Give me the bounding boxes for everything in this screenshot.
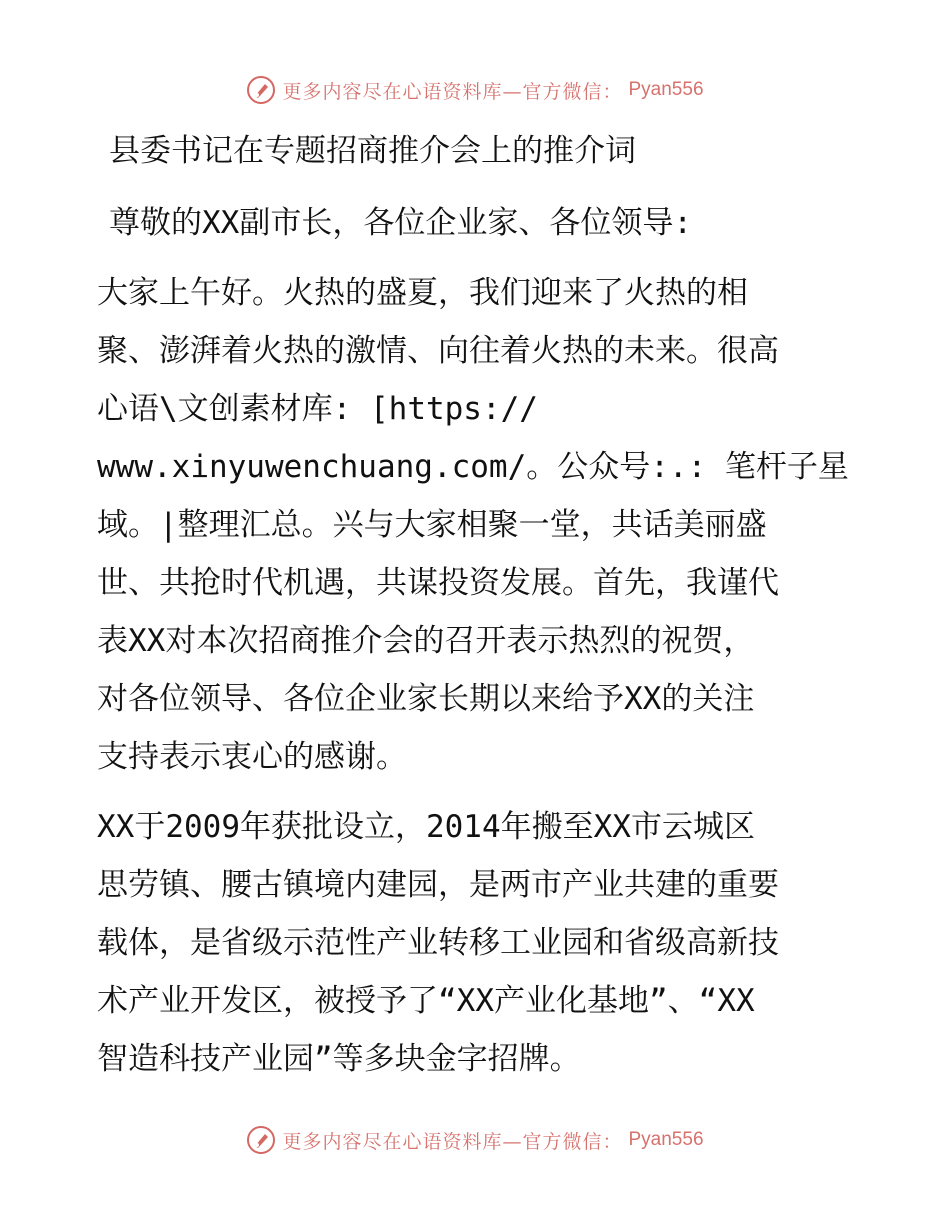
pen-nib-logo-icon bbox=[246, 1125, 276, 1155]
header-watermark bbox=[0, 70, 950, 110]
pen-nib-logo-icon bbox=[246, 75, 276, 105]
paragraph-line: XX于2009年获批设立，2014年搬至XX市云城区 bbox=[97, 809, 755, 845]
watermark-wechat-id: Pyan556 bbox=[628, 79, 704, 100]
paragraph-1 bbox=[97, 264, 867, 786]
paragraph-line: 表XX对本次招商推介会的召开表示热烈的祝贺， bbox=[97, 623, 755, 659]
paragraph-line: 世、共抢时代机遇，共谋投资发展。首先，我谨代 bbox=[97, 565, 779, 601]
paragraph-line: 智造科技产业园”等多块金字招牌。 bbox=[97, 1041, 581, 1077]
paragraph-2 bbox=[97, 798, 867, 1088]
paragraph-line: 聚、澎湃着火热的激情、向往着火热的未来。很高 bbox=[97, 333, 779, 369]
paragraph-line: 支持表示衷心的感谢。 bbox=[97, 739, 407, 775]
paragraph-line: 域。|整理汇总。兴与大家相聚一堂，共话美丽盛 bbox=[97, 507, 767, 543]
watermark-text: 更多内容尽在心语资料库—官方微信： bbox=[282, 1130, 623, 1153]
paragraph-line: 术产业开发区，被授予了“XX产业化基地”、“XX bbox=[97, 983, 755, 1019]
watermark-text: 更多内容尽在心语资料库—官方微信： bbox=[282, 80, 623, 103]
paragraph-line: 思劳镇、腰古镇境内建园，是两市产业共建的重要 bbox=[97, 867, 779, 903]
watermark-wechat-id: Pyan556 bbox=[628, 1129, 704, 1150]
paragraph-line: 载体，是省级示范性产业转移工业园和省级高新技 bbox=[97, 925, 779, 961]
paragraph-line: www.xinyuwenchuang.com/。公众号:.: 笔杆子星 bbox=[97, 449, 849, 485]
paragraph-line: 大家上午好。火热的盛夏，我们迎来了火热的相 bbox=[97, 275, 748, 311]
greeting: 尊敬的XX副市长，各位企业家、各位领导: bbox=[109, 205, 692, 241]
paragraph-line: 心语\文创素材库: [https:// bbox=[97, 391, 538, 427]
document-title: 县委书记在专题招商推介会上的推介词 bbox=[109, 133, 636, 169]
footer-watermark bbox=[0, 1120, 950, 1160]
paragraph-line: 对各位领导、各位企业家长期以来给予XX的关注 bbox=[97, 681, 755, 717]
document-body bbox=[97, 122, 867, 1100]
